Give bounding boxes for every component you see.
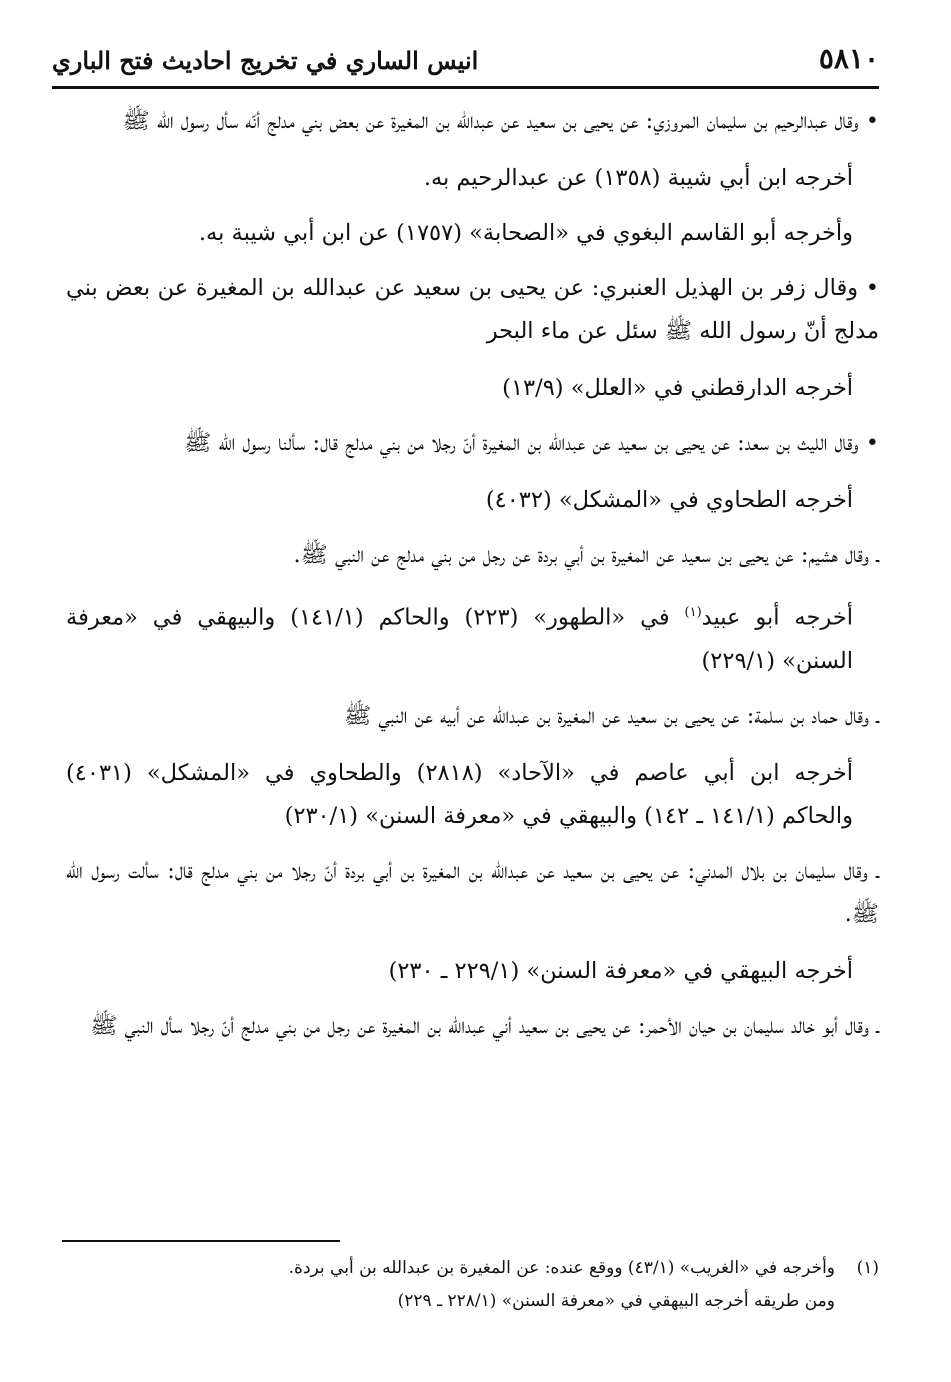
footnote-reference[interactable]: (١): [684, 605, 702, 620]
source-citation: وأخرجه أبو القاسم البغوي في «الصحابة» (١٧٥٧) عن ابن أبي شيبة به.: [198, 220, 853, 246]
footnote-number: (١): [856, 1258, 879, 1278]
running-title: انيس الساري في تخريج احاديث فتح الباري: [52, 46, 479, 75]
footnote-text: وأخرجه في «الغريب» (٤٣/١) ووقع عنده: عن المغيرة بن عبدالله بن أبي بردة.: [288, 1258, 835, 1278]
narration-paragraph: ـ وقال حماد بن سلمة: عن يحيى بن سعيد عن المغيرة بن عبدالله عن أبيه عن النبي ﷺ: [344, 702, 879, 729]
footnotes: [66, 1252, 879, 1318]
source-citation: أخرجه الطحاوي في «المشكل» (٤٠٣٢): [485, 487, 853, 513]
narration-paragraph: • وقال عبدالرحيم بن سليمان المروزي: عن يحيى بن سعيد عن عبدالله بن المغيرة عن بعض بني مدلج أنّه سأل رسول الله ﷺ: [122, 108, 879, 134]
citation-text-start: أخرجه أبو عبيد: [701, 604, 853, 631]
source-citation: أخرجه ابن أبي شيبة (١٣٥٨) عن عبدالرحيم به.: [423, 165, 853, 191]
source-citation: أخرجه ابن أبي عاصم في «الآحاد» (٢٨١٨) والطحاوي في «المشكل» (٤٠٣١) والحاكم (١٤١/١ ـ ١٤٢) والبيهقي في «معرفة السنن» (٢٣٠/١): [66, 759, 853, 829]
page-header: [52, 40, 879, 89]
narration-paragraph: • وقال زفر بن الهذيل العنبري: عن يحيى بن سعيد عن عبدالله بن المغيرة عن بعض بني مدلج أنّ رسول الله ﷺ سئل عن ماء البحر: [66, 275, 879, 344]
source-citation: أخرجه البيهقي في «معرفة السنن» (٢٢٩/١ ـ ٢٣٠): [388, 957, 853, 984]
footnote-line: ومن طريقه أخرجه البيهقي في «معرفة السنن» (٢٢٨/١ ـ ٢٢٩): [397, 1291, 835, 1311]
narration-paragraph: • وقال الليث بن سعد: عن يحيى بن سعيد عن عبدالله بن المغيرة أنّ رجلا من بني مدلج قال: سألنا رسول الله ﷺ: [184, 430, 879, 456]
footnote-line: [66, 1252, 879, 1285]
source-citation-with-footnote: [66, 591, 879, 683]
source-citation: أخرجه الدارقطني في «العلل» (١٣/٩): [502, 375, 853, 401]
footnote-separator: [62, 1240, 340, 1242]
page-number: ٥٨١٠: [818, 42, 879, 75]
citation-text-end: في «الطهور» (٢٢٣) والحاكم (١٤١/١) والبيهقي في «معرفة السنن» (٢٢٩/١): [66, 604, 853, 674]
narration-paragraph: ـ وقال أبو خالد سليمان بن حيان الأحمر: عن يحيى بن سعيد أني عبدالله بن المغيرة عن رجل من بني مدلج أنّ رجلا سأل النبي ﷺ: [90, 1012, 879, 1039]
main-text: [66, 100, 879, 1062]
narration-paragraph: ـ وقال سليمان بن بلال المدني: عن يحيى بن سعيد عن عبدالله بن المغيرة بن أبي بردة أنّ رجلا من بني مدلج قال: سألت رسول الله ﷺ.: [66, 857, 879, 927]
narration-paragraph: ـ وقال هشيم: عن يحيى بن سعيد عن المغيرة بن أبي بردة عن رجل من بني مدلج عن النبي ﷺ.: [293, 542, 879, 568]
